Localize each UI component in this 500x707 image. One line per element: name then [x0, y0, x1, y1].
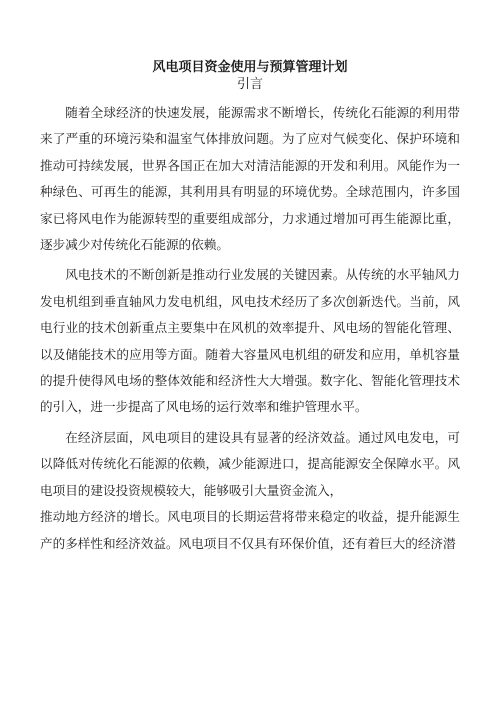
paragraph-1: 随着全球经济的快速发展，能源需求不断增长，传统化石能源的利用带来了严重的环境污染和温室气体排放问题。为了应对气候变化、保护环境和推动可持续发展，世界各国正在加大对清洁能源的开发和利用。风能作为一种绿色、可再生的能源，其利用具有明显的环境优势。全球范围内，许多国家已将风电作为能源转型的重要组成部分，力求通过增加可再生能源比重，逐步减少对传统化石能源的依赖。 [40, 105, 460, 253]
paragraph-4: 推动地方经济的增长。风电项目的长期运营将带来稳定的收益，提升能源生产的多样性和经济效益。风电项目不仅具有环保价值，还有着巨大的经济潜 [40, 509, 460, 551]
paragraph-2: 风电技术的不断创新是推动行业发展的关键因素。从传统的水平轴风力发电机组到垂直轴风力发电机组，风电技术经历了多次创新迭代。当前，风电行业的技术创新重点主要集中在风机的效率提升、风电场的智能化管理、以及储能技术的应用等方面。随着大容量风电机组的研发和应用，单机容量的提升使得风电场的整体效能和经济性大大增强。数字化、智能化管理技术的引入，进一步提高了风电场的运行效率和维护管理水平。 [40, 267, 460, 415]
paragraph-3: 在经济层面，风电项目的建设具有显著的经济效益。通过风电发电，可以降低对传统化石能源的依赖，减少能源进口，提高能源安全保障水平。风电项目的建设投资规模较大，能够吸引大量资金流入， [40, 429, 460, 498]
section-heading-introduction: 引言 [236, 77, 263, 92]
document-title: 风电项目资金使用与预算管理计划 [152, 60, 348, 75]
